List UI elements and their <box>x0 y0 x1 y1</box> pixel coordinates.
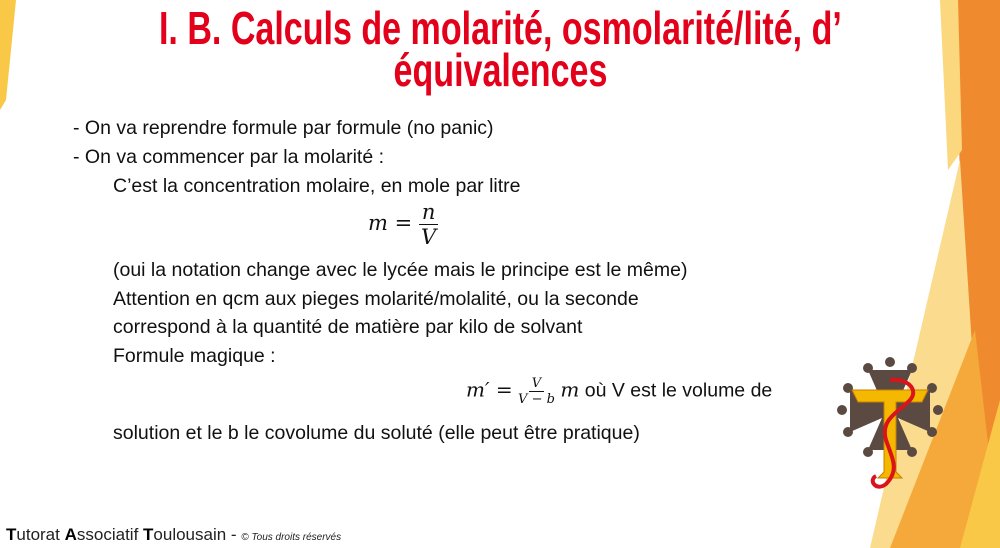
text-line: (oui la notation change avec le lycée mais le principe est le même) <box>113 259 688 281</box>
formula-rhs: m <box>560 377 580 402</box>
footer-initial: A <box>64 525 77 544</box>
text-line: C’est la concentration molaire, en mole par litre <box>113 175 521 197</box>
bullet-line: - On va reprendre formule par formule (no panic) <box>73 117 494 139</box>
copyright: © Tous droits réservés <box>241 532 342 543</box>
denominator: V − b <box>518 392 555 407</box>
denominator: V <box>421 225 437 249</box>
footer <box>6 525 341 545</box>
fraction <box>419 200 439 249</box>
footer-text: oulousain <box>153 525 227 544</box>
text-inline: où V est le volume de <box>584 379 773 402</box>
text-line: Attention en qcm aux pieges molarité/molalité, ou la seconde <box>113 288 639 310</box>
formula-molarity <box>368 200 438 249</box>
footer-initial: T <box>143 525 154 544</box>
numerator: n <box>419 200 439 225</box>
formula-lhs: m′ = <box>466 377 513 402</box>
title-text: équivalences <box>393 44 607 96</box>
text-line: Formule magique : <box>113 345 276 367</box>
footer-text: utorat <box>16 525 65 544</box>
footer-initial: T <box>6 525 17 544</box>
numerator: V <box>529 376 544 392</box>
footer-dash: - <box>226 525 242 544</box>
bullet-line: - On va commencer par la molarité : <box>73 146 385 168</box>
title-text: I. B. Calculs de molarité, osmolarité/lité, d’ <box>158 2 842 54</box>
text-line: solution et le b le covolume du soluté (elle peut être pratique) <box>113 422 640 444</box>
formula-lhs: m = <box>368 211 413 235</box>
text-line: correspond à la quantité de matière par kilo de solvant <box>113 316 583 338</box>
footer-text: ssocia <box>76 525 126 544</box>
slide-title-line-2 <box>0 46 1000 94</box>
formula-magic <box>466 376 772 407</box>
footer-text: tif <box>125 525 144 544</box>
fraction <box>518 376 555 407</box>
